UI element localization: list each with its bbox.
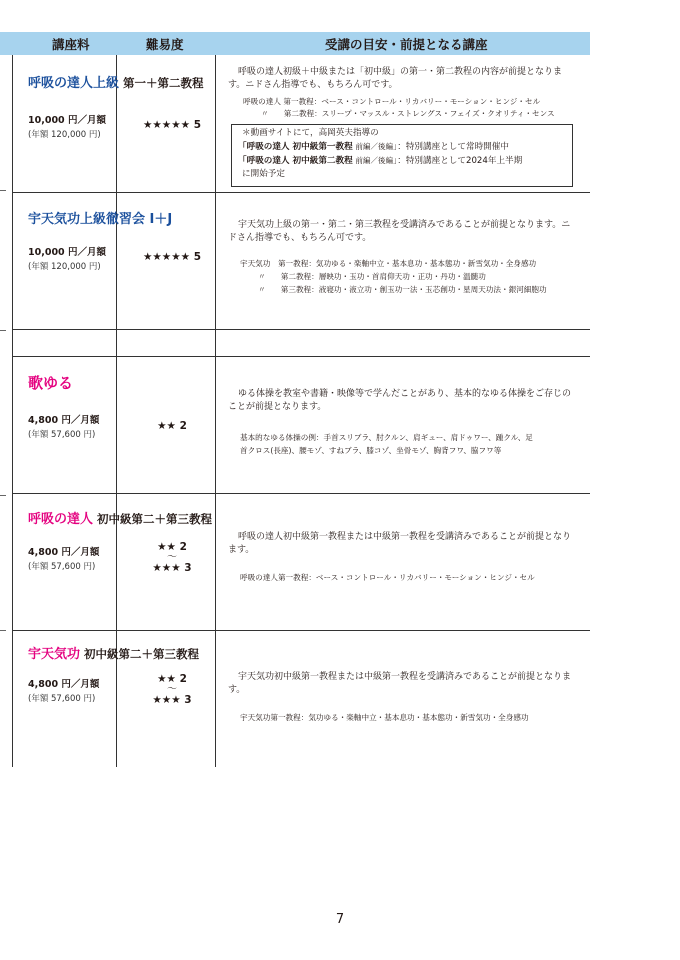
header-difficulty: 難易度 [146,36,184,52]
prerequisite-text: 呼吸の達人初中級第一教程または中級第一教程を受講済みであることが前提となります。 [228,532,572,555]
curriculum-detail: 〃 第三教程：液寝功・液立功・創玉功一法・玉芯創功・星周天功法・銀河細胞功 [258,285,547,294]
course-price: 10,000 円／月額 (年額 120,000 円) [28,247,106,272]
margin-mark [0,330,6,331]
course-title: 呼吸の達人上級 第一＋第二教程 [28,76,204,91]
difficulty-rating: ★★★★★ 5 [142,119,202,131]
course-price: 4,800 円／月額 (年額 57,600 円) [28,679,100,704]
header-fee: 講座料 [52,36,90,52]
margin-mark [0,495,6,496]
course-price: 4,800 円／月額 (年額 57,600 円) [28,415,100,440]
margin-mark [0,190,6,191]
course-price: 10,000 円／月額 (年額 120,000 円) [28,115,106,140]
curriculum-detail: 〃 第二教程：スリープ・マッスル・ストレングス・フェイズ・クオリティ・センス [261,109,555,118]
curriculum-detail: 呼吸の達人第一教程：ベース・コントロール・リカバリー・モーション・ヒンジ・セル [240,573,535,582]
curriculum-detail: 基本的なゆる体操の例：手首スリブラ、肘クルン、肩ギュー、肩ドゥワー、踵クル、足 [240,433,533,442]
page-number: 7 [335,912,345,927]
curriculum-detail: 宇天気功 第一教程：気功ゆる・楽軸中立・基本息功・基本態功・新雪気功・全身感功 [240,259,537,268]
difficulty-rating: ★★ 2 [157,420,187,432]
course-title: 宇天気功 初中級第二＋第三教程 [28,647,200,662]
difficulty-range: ★★ 2 〜 ★★★ 3 [152,673,192,706]
prerequisite-text: 呼吸の達人初級＋中級または「初中級」の第一・第二教程の内容が前提となります。ニドさん指導でも、もちろん可です。 [228,67,563,90]
difficulty-range: ★★ 2 〜 ★★★ 3 [152,541,192,574]
prerequisite-text: 宇天気功上級の第一・第二・第三教程を受講済みであることが前提となります。ニドさん指導でも、もちろん可です。 [228,220,571,243]
curriculum-detail: 宇天気功第一教程：気功ゆる・楽軸中立・基本息功・基本態功・新雪気功・全身感功 [240,713,529,722]
difficulty-rating: ★★★★★ 5 [142,251,202,263]
table-row-empty [12,329,590,357]
header-prerequisite: 受講の目安・前提となる講座 [325,36,488,52]
table-header [0,32,590,55]
curriculum-detail: 〃 第二教程：層映功・玉功・首肩仰天功・正功・丹功・温髄功 [258,272,486,281]
course-title: 宇天気功上級徹習会 I＋J [28,212,173,227]
curriculum-detail: 首クロス(長座)、腰モゾ、すねブラ、膝コゾ、坐骨モゾ、胸背フワ、脇フワ等 [240,446,502,455]
prerequisite-text: 宇天気功初中級第一教程または中級第一教程を受講済みであることが前提となります。 [228,672,572,695]
curriculum-detail: 呼吸の達人 第一教程：ベース・コントロール・リカバリー・モーション・ヒンジ・セル [243,97,541,106]
course-title: 呼吸の達人 初中級第二＋第三教程 [28,512,213,527]
course-price: 4,800 円／月額 (年額 57,600 円) [28,547,100,572]
prerequisite-text: ゆる体操を教室や書籍・映像等で学んだことがあり、基本的なゆる体操をご存じのことが前提となります。 [228,389,572,412]
course-title: 歌ゆる [28,374,74,392]
margin-mark [0,630,6,631]
notice-box: ＊動画サイトにて，高岡英夫指導の 「呼吸の達人 初中級第一教程 前編／後編」：特別講座として常時開催中 「呼吸の達人 初中級第二教程 前編／後編」：特別講座として2024年上半期 に開始予定 [231,124,573,187]
